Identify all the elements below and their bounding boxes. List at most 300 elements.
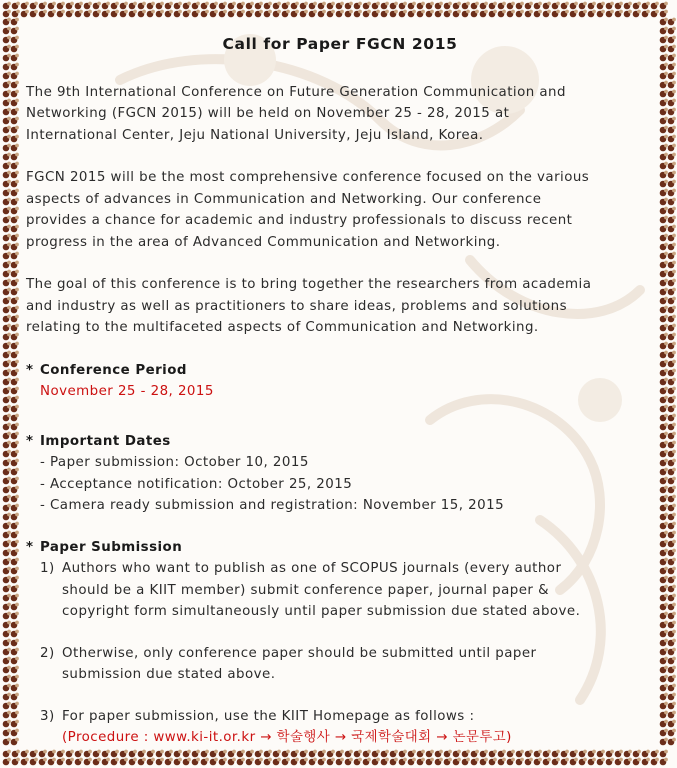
border-motif — [3, 639, 11, 647]
border-motif — [11, 243, 19, 251]
border-motif — [624, 10, 632, 18]
border-motif — [3, 603, 11, 611]
border-motif — [668, 135, 676, 143]
border-motif — [291, 750, 299, 758]
border-motif — [3, 225, 11, 233]
border-motif — [668, 270, 676, 278]
border-motif — [3, 378, 11, 386]
border-motif — [480, 10, 488, 18]
border-motif — [309, 750, 317, 758]
border-motif — [12, 758, 20, 766]
border-motif — [660, 750, 668, 758]
border-motif — [219, 758, 227, 766]
border-motif — [579, 2, 587, 10]
border-motif — [363, 758, 371, 766]
text-line: relating to the multifaceted aspects of Communication and Networking. — [26, 320, 539, 335]
border-motif — [660, 459, 668, 467]
border-motif — [309, 758, 317, 766]
border-motif — [426, 750, 434, 758]
border-motif — [3, 585, 11, 593]
border-motif — [660, 675, 668, 683]
border-motif — [210, 2, 218, 10]
border-motif — [165, 750, 173, 758]
submission-item-1 — [40, 558, 654, 623]
border-motif — [390, 750, 398, 758]
border-motif — [3, 486, 11, 494]
border-motif — [615, 2, 623, 10]
border-motif — [660, 360, 668, 368]
border-motif — [668, 180, 676, 188]
border-motif — [668, 144, 676, 152]
border-motif — [39, 758, 47, 766]
border-motif — [345, 10, 353, 18]
border-motif — [660, 441, 668, 449]
border-motif — [129, 10, 137, 18]
border-motif — [11, 639, 19, 647]
border-motif — [3, 36, 11, 44]
border-motif — [39, 10, 47, 18]
border-motif — [660, 468, 668, 476]
border-motif — [66, 10, 74, 18]
border-motif — [444, 750, 452, 758]
border-motif — [660, 243, 668, 251]
border-motif — [3, 666, 11, 674]
border-motif — [660, 18, 668, 26]
border-motif — [390, 10, 398, 18]
border-motif — [588, 750, 596, 758]
border-motif — [363, 2, 371, 10]
border-motif — [66, 2, 74, 10]
border-motif — [273, 2, 281, 10]
border-motif — [12, 2, 20, 10]
border-motif — [11, 216, 19, 224]
border-motif — [668, 549, 676, 557]
border-motif — [192, 10, 200, 18]
border-motif — [336, 10, 344, 18]
border-motif — [624, 750, 632, 758]
border-motif — [354, 758, 362, 766]
border-motif — [660, 252, 668, 260]
border-motif — [30, 10, 38, 18]
border-motif — [11, 657, 19, 665]
border-motif — [3, 279, 11, 287]
border-motif — [668, 117, 676, 125]
border-motif — [668, 198, 676, 206]
border-motif — [138, 2, 146, 10]
border-motif — [11, 729, 19, 737]
border-motif — [668, 450, 676, 458]
border-motif — [660, 189, 668, 197]
border-motif — [668, 90, 676, 98]
border-motif — [57, 10, 65, 18]
border-motif — [11, 117, 19, 125]
border-motif — [282, 2, 290, 10]
border-motif — [246, 10, 254, 18]
border-motif — [3, 441, 11, 449]
border-motif — [615, 10, 623, 18]
border-motif — [102, 10, 110, 18]
border-motif — [363, 10, 371, 18]
border-motif — [255, 750, 263, 758]
border-motif — [165, 758, 173, 766]
border-motif — [11, 531, 19, 539]
border-motif — [3, 81, 11, 89]
border-motif — [417, 750, 425, 758]
border-motif — [3, 630, 11, 638]
border-motif — [660, 36, 668, 44]
border-motif — [426, 2, 434, 10]
border-motif — [660, 540, 668, 548]
border-motif — [390, 758, 398, 766]
border-motif — [633, 2, 641, 10]
border-motif — [660, 27, 668, 35]
border-motif — [219, 2, 227, 10]
border-motif — [300, 10, 308, 18]
border-motif — [660, 261, 668, 269]
border-motif — [3, 45, 11, 53]
border-motif — [668, 387, 676, 395]
border-motif — [11, 36, 19, 44]
border-motif — [606, 758, 614, 766]
border-motif — [668, 459, 676, 467]
page-title: Call for Paper FGCN 2015 — [222, 35, 458, 53]
border-motif — [399, 10, 407, 18]
border-motif — [273, 750, 281, 758]
border-motif — [561, 750, 569, 758]
border-motif — [11, 486, 19, 494]
border-motif — [255, 758, 263, 766]
border-motif — [3, 396, 11, 404]
border-motif — [668, 99, 676, 107]
border-motif — [264, 758, 272, 766]
border-motif — [668, 297, 676, 305]
border-motif — [668, 441, 676, 449]
border-motif — [21, 10, 29, 18]
border-motif — [660, 711, 668, 719]
border-motif — [11, 342, 19, 350]
border-motif — [309, 10, 317, 18]
border-motif — [507, 758, 515, 766]
border-motif — [660, 234, 668, 242]
border-motif — [668, 126, 676, 134]
border-motif — [462, 2, 470, 10]
border-motif — [138, 750, 146, 758]
border-motif — [498, 10, 506, 18]
border-motif — [183, 758, 191, 766]
border-motif — [480, 750, 488, 758]
border-motif — [3, 513, 11, 521]
border-motif — [552, 2, 560, 10]
border-motif — [668, 414, 676, 422]
border-motif — [408, 750, 416, 758]
border-motif — [660, 144, 668, 152]
border-motif — [246, 750, 254, 758]
border-motif — [11, 648, 19, 656]
border-motif — [408, 10, 416, 18]
border-motif — [660, 684, 668, 692]
border-motif — [668, 252, 676, 260]
border-motif — [660, 585, 668, 593]
border-motif — [668, 720, 676, 728]
border-motif — [11, 720, 19, 728]
border-motif — [300, 750, 308, 758]
border-motif — [111, 758, 119, 766]
text-line: copyright form simultaneously until paper submission due stated above. — [62, 604, 581, 619]
border-motif — [372, 750, 380, 758]
border-motif — [668, 360, 676, 368]
border-motif — [668, 576, 676, 584]
border-motif — [3, 702, 11, 710]
text-line: and industry as well as practitioners to share ideas, problems and solutions — [26, 298, 568, 314]
border-motif — [12, 750, 20, 758]
border-motif — [264, 750, 272, 758]
border-motif — [3, 171, 11, 179]
border-motif — [273, 10, 281, 18]
border-motif — [660, 693, 668, 701]
border-motif — [165, 2, 173, 10]
border-motif — [75, 10, 83, 18]
border-motif — [543, 758, 551, 766]
border-motif — [147, 750, 155, 758]
border-motif — [668, 243, 676, 251]
border-motif — [11, 234, 19, 242]
border-motif — [668, 72, 676, 80]
border-motif — [651, 10, 659, 18]
border-motif — [11, 738, 19, 746]
border-motif — [156, 2, 164, 10]
border-motif — [201, 10, 209, 18]
border-motif — [570, 2, 578, 10]
border-motif — [668, 567, 676, 575]
border-motif — [3, 531, 11, 539]
border-motif — [660, 216, 668, 224]
border-motif — [3, 711, 11, 719]
border-motif — [57, 2, 65, 10]
submission-item-3 — [40, 706, 654, 749]
border-motif — [3, 612, 11, 620]
border-motif — [660, 558, 668, 566]
border-motif — [660, 126, 668, 134]
border-motif — [3, 189, 11, 197]
border-motif — [660, 450, 668, 458]
border-motif — [668, 216, 676, 224]
border-motif — [11, 135, 19, 143]
border-motif — [489, 750, 497, 758]
border-motif — [11, 27, 19, 35]
border-motif — [201, 758, 209, 766]
border-motif — [327, 758, 335, 766]
conference-period-value: November 25 - 28, 2015 — [40, 384, 214, 399]
border-motif — [11, 441, 19, 449]
text-line: aspects of advances in Communication and Networking. Our conference — [26, 191, 542, 207]
border-motif — [543, 10, 551, 18]
border-motif — [516, 2, 524, 10]
border-motif — [11, 261, 19, 269]
border-motif — [3, 504, 11, 512]
border-motif — [615, 758, 623, 766]
border-motif — [660, 405, 668, 413]
border-motif — [660, 576, 668, 584]
border-motif — [660, 432, 668, 440]
border-motif — [668, 630, 676, 638]
border-motif — [668, 108, 676, 116]
border-motif — [399, 750, 407, 758]
border-motif — [489, 2, 497, 10]
border-motif — [543, 750, 551, 758]
border-motif — [3, 432, 11, 440]
border-motif — [201, 2, 209, 10]
border-motif — [570, 750, 578, 758]
border-motif — [668, 432, 676, 440]
border-motif — [668, 621, 676, 629]
border-motif — [3, 333, 11, 341]
border-motif — [3, 477, 11, 485]
border-motif — [668, 684, 676, 692]
border-motif — [228, 758, 236, 766]
border-motif — [3, 207, 11, 215]
border-motif — [435, 10, 443, 18]
border-motif — [11, 378, 19, 386]
border-motif — [11, 711, 19, 719]
border-motif — [3, 180, 11, 188]
border-motif — [3, 648, 11, 656]
border-motif — [3, 675, 11, 683]
border-motif — [3, 261, 11, 269]
border-motif — [192, 758, 200, 766]
border-motif — [668, 54, 676, 62]
border-motif — [668, 225, 676, 233]
border-motif — [3, 758, 11, 766]
border-motif — [11, 18, 19, 26]
border-motif — [21, 750, 29, 758]
date-item: - Acceptance notification: October 25, 2015 — [40, 476, 353, 492]
border-motif — [129, 750, 137, 758]
border-motif — [660, 135, 668, 143]
item-text — [62, 643, 654, 686]
border-motif — [668, 558, 676, 566]
border-motif — [3, 234, 11, 242]
border-motif — [597, 10, 605, 18]
border-motif — [660, 10, 668, 18]
border-motif — [668, 477, 676, 485]
border-motif — [3, 414, 11, 422]
border-motif — [138, 10, 146, 18]
border-motif — [660, 153, 668, 161]
border-motif — [660, 522, 668, 530]
border-motif — [345, 750, 353, 758]
border-motif — [624, 758, 632, 766]
date-item: - Paper submission: October 10, 2015 — [40, 455, 309, 470]
border-motif — [318, 10, 326, 18]
border-motif — [453, 758, 461, 766]
border-motif — [525, 10, 533, 18]
border-motif — [354, 10, 362, 18]
border-motif — [336, 758, 344, 766]
border-motif — [579, 750, 587, 758]
border-motif — [11, 198, 19, 206]
border-motif — [668, 153, 676, 161]
text-line: For paper submission, use the KIIT Homepage as follows : — [62, 708, 475, 724]
border-motif — [282, 750, 290, 758]
border-motif — [3, 90, 11, 98]
border-motif — [183, 2, 191, 10]
border-motif — [3, 387, 11, 395]
border-motif — [3, 558, 11, 566]
border-motif — [3, 54, 11, 62]
border-motif — [660, 90, 668, 98]
border-motif — [660, 612, 668, 620]
border-motif — [11, 684, 19, 692]
border-motif — [264, 10, 272, 18]
border-motif — [11, 162, 19, 170]
text-line: submission due stated above. — [62, 667, 276, 682]
submission-procedure-link[interactable]: (Procedure : www.ki-it.or.kr → 학술행사 → 국제학술대회 → 논문투고) — [62, 730, 512, 745]
border-motif — [174, 2, 182, 10]
border-motif — [3, 198, 11, 206]
border-motif — [219, 750, 227, 758]
border-motif — [660, 567, 668, 575]
border-motif — [11, 630, 19, 638]
border-motif — [660, 387, 668, 395]
border-motif — [579, 10, 587, 18]
section-heading-text: Conference Period — [40, 362, 187, 378]
border-motif — [48, 10, 56, 18]
border-motif — [210, 750, 218, 758]
border-motif — [660, 99, 668, 107]
border-motif — [668, 666, 676, 674]
border-motif — [354, 750, 362, 758]
border-motif — [183, 10, 191, 18]
border-motif — [11, 558, 19, 566]
text-line: Networking (FGCN 2015) will be held on November 25 - 28, 2015 at — [26, 106, 510, 121]
border-motif — [192, 2, 200, 10]
border-motif — [642, 750, 650, 758]
border-motif — [660, 378, 668, 386]
border-motif — [668, 27, 676, 35]
border-motif — [660, 297, 668, 305]
border-motif — [668, 369, 676, 377]
intro-paragraph-3 — [26, 274, 654, 339]
border-motif — [3, 360, 11, 368]
border-motif — [11, 90, 19, 98]
border-motif — [11, 387, 19, 395]
border-motif — [228, 2, 236, 10]
border-motif — [291, 2, 299, 10]
text-line: FGCN 2015 will be the most comprehensive conference focused on the various — [26, 170, 590, 185]
border-motif — [399, 758, 407, 766]
border-motif — [453, 2, 461, 10]
border-motif — [390, 2, 398, 10]
bullet-star: * — [26, 362, 34, 378]
border-motif — [129, 758, 137, 766]
border-motif — [453, 10, 461, 18]
border-motif — [11, 279, 19, 287]
border-motif — [3, 468, 11, 476]
border-motif — [534, 758, 542, 766]
border-motif — [264, 2, 272, 10]
border-motif — [453, 750, 461, 758]
border-motif — [660, 486, 668, 494]
border-motif — [3, 459, 11, 467]
border-motif — [3, 288, 11, 296]
text-line: International Center, Jeju National University, Jeju Island, Korea. — [26, 127, 484, 143]
border-motif — [75, 750, 83, 758]
border-motif — [668, 324, 676, 332]
border-motif — [3, 657, 11, 665]
item-number: 1) — [40, 561, 55, 576]
border-motif — [668, 702, 676, 710]
border-motif — [660, 270, 668, 278]
